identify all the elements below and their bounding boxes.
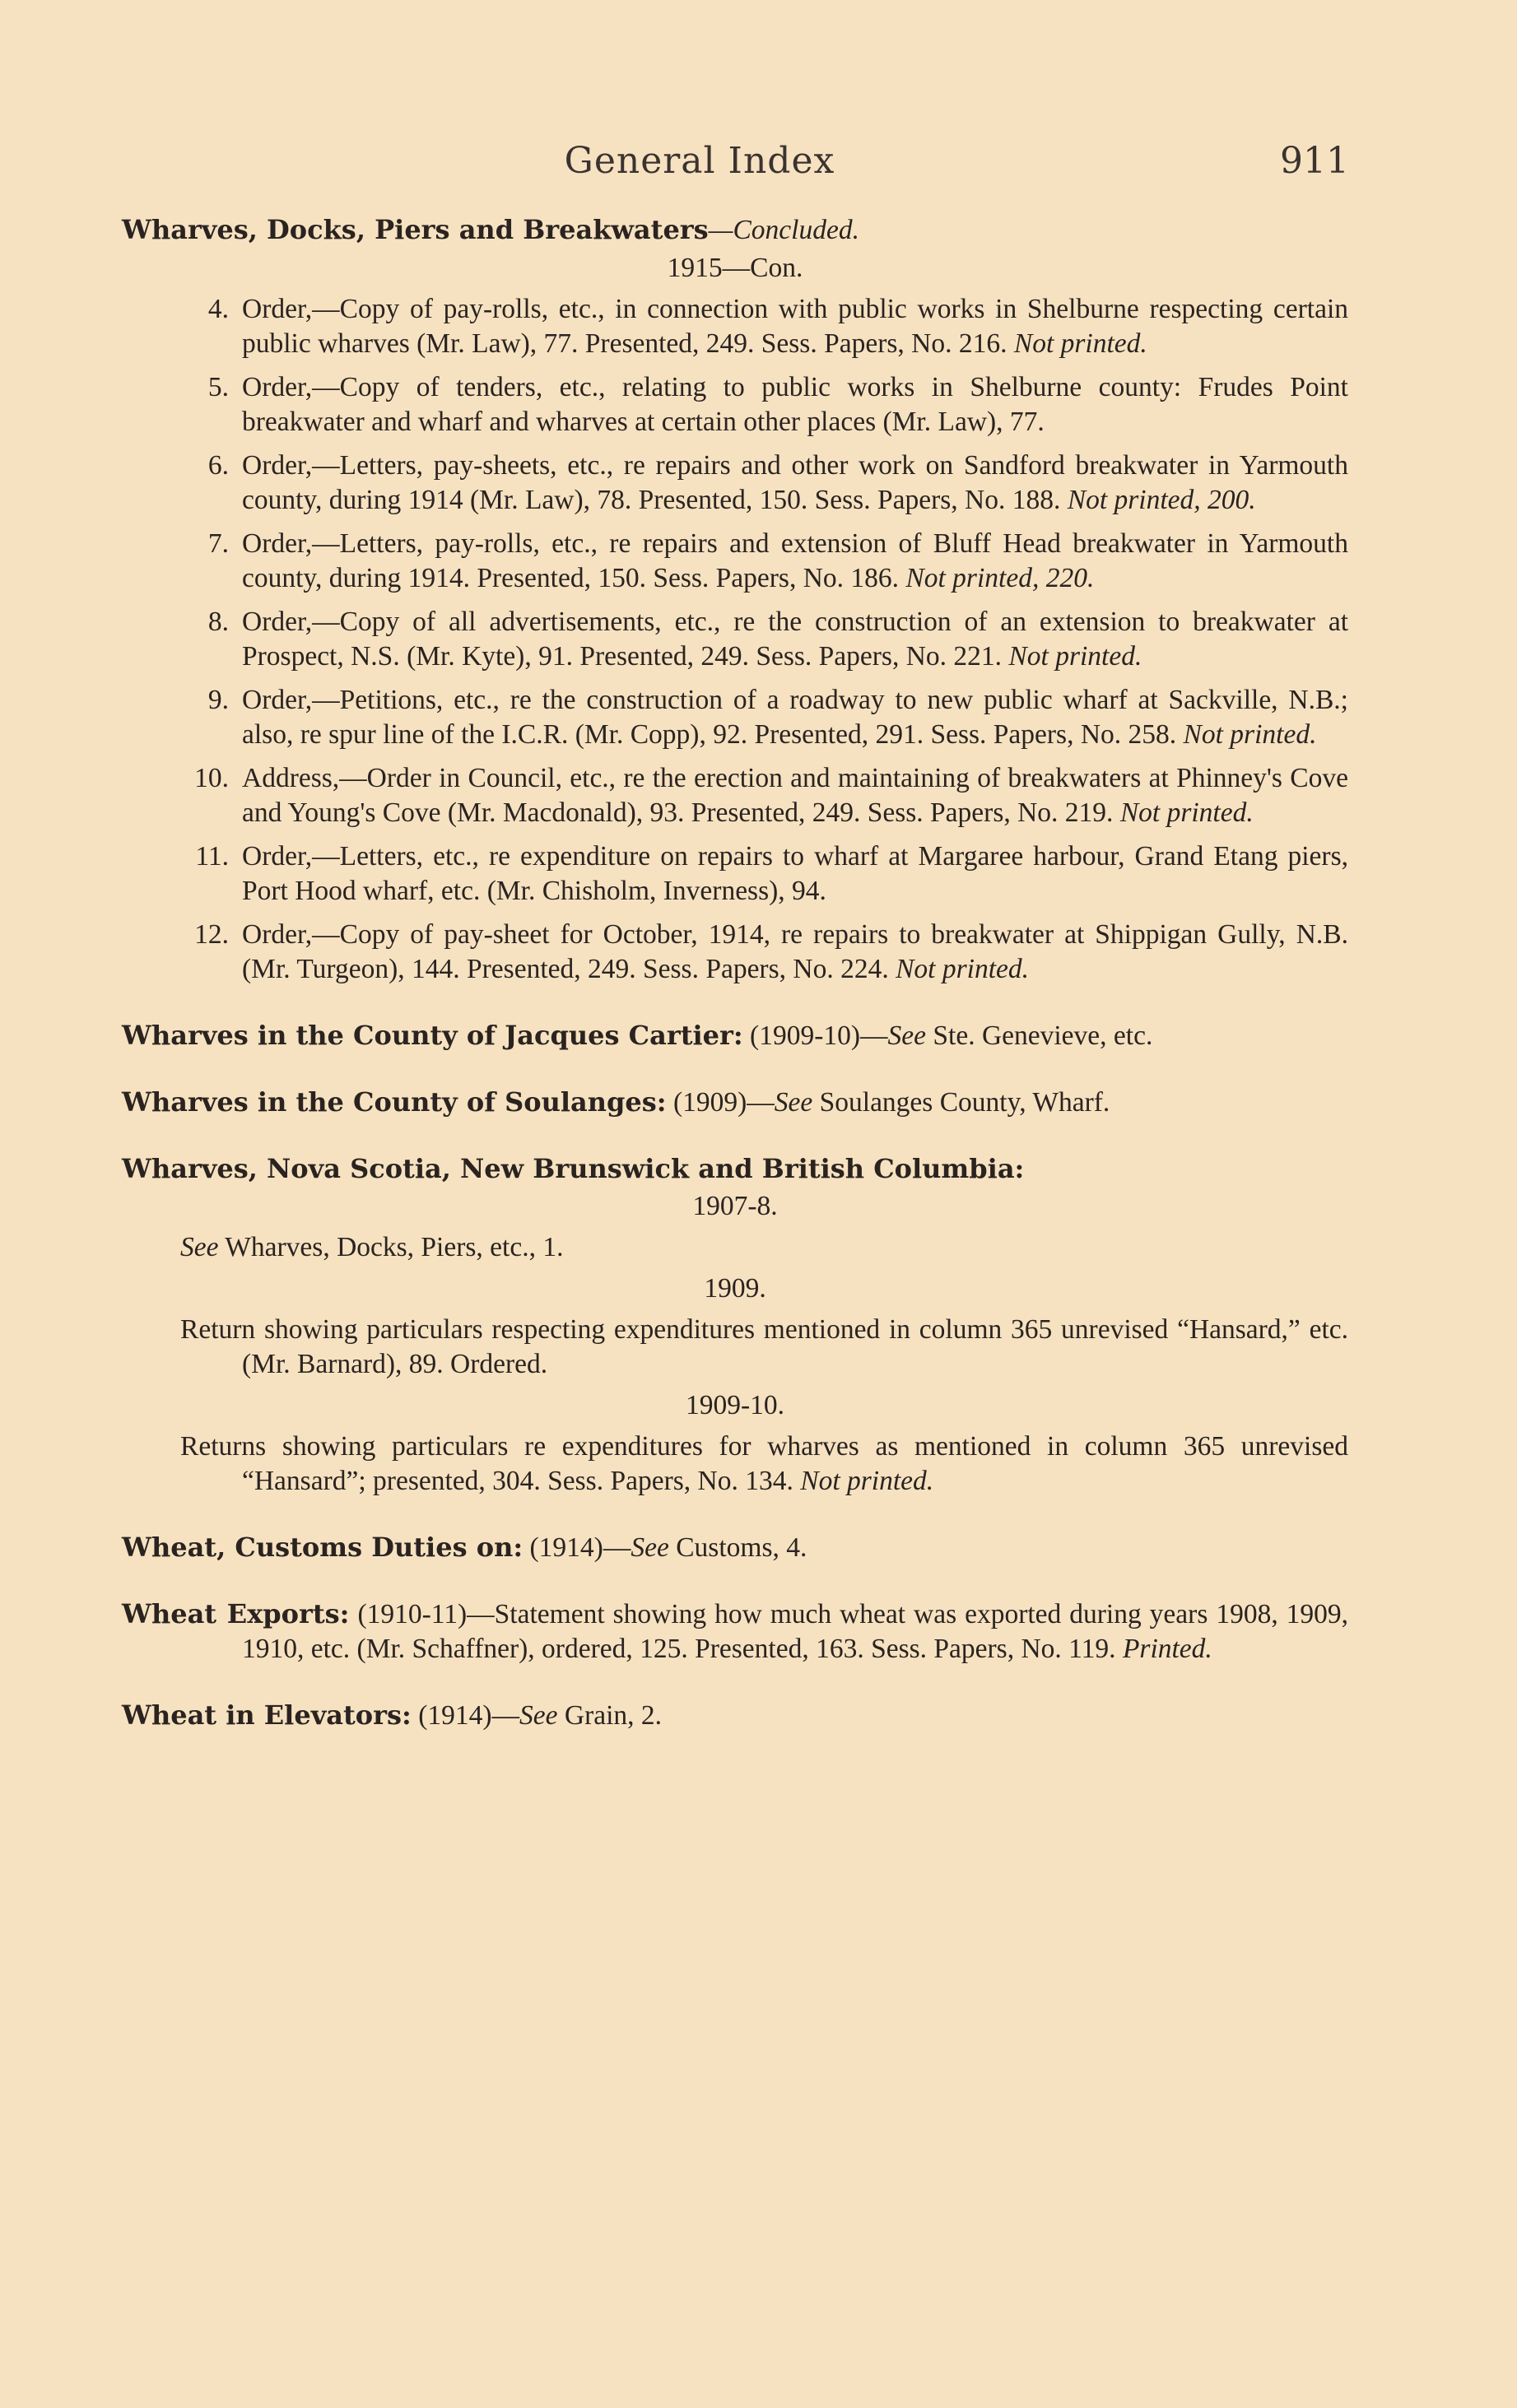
see-label: See [887, 1020, 927, 1051]
entry-year: (1914)— [418, 1700, 520, 1731]
list-item [122, 761, 1348, 830]
index-content [122, 212, 1348, 1733]
entry-heading [122, 212, 1348, 248]
list-item [122, 527, 1348, 596]
return-text: Returns showing particulars re expenditures for wharves as mentioned in column 365 unrevised “Hansard”; presented, 304. Sess. Papers, No. 134. [180, 1431, 1348, 1496]
item-text: Order,—Petitions, etc., re the construction of a roadway to new public wharf at Sackville, N.B.; also, re spur line of the I.C.R. (Mr. Copp), 92. Presented, 291. Sess. Papers, No. 258. [242, 685, 1348, 750]
entry-heading: Wheat in Elevators: [122, 1699, 412, 1731]
print-note: Not printed. [1008, 641, 1142, 672]
item-number: 7. [207, 528, 229, 559]
return-entry: Return showing particulars respecting expenditures mentioned in column 365 unrevised “Hansard,” etc. (Mr. Barnard), 89. Ordered. [180, 1314, 1348, 1379]
item-text: Order,—Letters, pay-rolls, etc., re repairs and extension of Bluff Head breakwater in Yarmouth county, during 1914. Presented, 150. Sess. Papers, No. 186. [242, 528, 1348, 593]
item-number: 5. [207, 372, 229, 402]
print-note: Not printed. [896, 954, 1030, 984]
see-label: See [519, 1700, 558, 1731]
list-item [122, 918, 1348, 987]
item-text: Order,—Copy of pay-rolls, etc., in connection with public works in Shelburne respecting certain public wharves (Mr. Law), 77. Presented, 249. Sess. Papers, No. 216. [242, 294, 1348, 359]
print-note: Not printed. [1119, 797, 1254, 828]
entry-heading: Wharves, Nova Scotia, New Brunswick and British Columbia: [122, 1153, 1025, 1184]
entry-jacques-cartier [122, 1018, 1348, 1053]
see-label: See [774, 1087, 813, 1118]
list-item [122, 449, 1348, 518]
entry-wheat-customs [122, 1530, 1348, 1565]
entry-heading: Wheat, Customs Duties on: [122, 1532, 524, 1563]
item-text: Order,—Copy of pay-sheet for October, 1914, re repairs to breakwater at Shippigan Gully, N.B. (Mr. Turgeon), 144. Presented, 249. Sess. Papers, No. 224. [242, 919, 1348, 984]
item-text: Order,—Copy of tenders, etc., relating to public works in Shelburne county: Frudes Point breakwater and wharf and wharves at certain other places (Mr. Law), 77. [242, 372, 1348, 437]
see-label: See [631, 1532, 669, 1563]
item-number: 6. [207, 450, 229, 481]
entry-heading: Wheat Exports: [122, 1598, 350, 1629]
page-number: 911 [1280, 140, 1349, 182]
cross-reference: Grain, 2. [564, 1700, 663, 1731]
list-item [122, 370, 1348, 439]
cross-reference: Customs, 4. [676, 1532, 807, 1563]
entry-nova-scotia [122, 1151, 1348, 1499]
return-entry [122, 1429, 1348, 1499]
entry-wharves-docks [122, 212, 1348, 987]
entry-year: (1909)— [672, 1087, 775, 1118]
item-number: 12. [194, 919, 229, 950]
print-note: Not printed. [1183, 719, 1317, 750]
entry-heading-text: Wharves, Docks, Piers and Breakwaters [122, 214, 709, 245]
entry-year: (1914)— [529, 1532, 631, 1563]
list-item [122, 839, 1348, 909]
print-note: Not printed. [800, 1466, 934, 1496]
year-heading: 1907-8. [692, 1191, 778, 1221]
year-heading: 1909-10. [685, 1390, 785, 1420]
item-number: 4. [207, 294, 229, 324]
entry-wheat-elevators [122, 1698, 1348, 1733]
item-text: Order,—Letters, pay-sheets, etc., re repairs and other work on Sandford breakwater in Yarmouth county, during 1914 (Mr. Law), 78. Presented, 150. Sess. Papers, No. 188. [242, 450, 1348, 515]
item-list [122, 292, 1348, 987]
list-item [122, 292, 1348, 361]
entry-soulanges [122, 1085, 1348, 1120]
item-text: Order,—Letters, etc., re expenditure on repairs to wharf at Margaree harbour, Grand Etang piers, Port Hood wharf, etc. (Mr. Chisholm, Inverness), 94. [242, 841, 1348, 906]
list-item [122, 683, 1348, 752]
print-note: Not printed. [1013, 328, 1147, 359]
entry-heading: Wharves in the County of Jacques Cartier: [122, 1020, 743, 1051]
cross-reference: Ste. Genevieve, etc. [933, 1020, 1153, 1051]
item-number: 10. [194, 763, 229, 793]
year-heading: 1909. [704, 1273, 766, 1304]
print-note: Printed. [1122, 1634, 1212, 1664]
cross-reference: Wharves, Docks, Piers, etc., 1. [225, 1232, 564, 1262]
entry-heading-suffix: —Concluded. [708, 215, 859, 245]
entry-year: (1909-10)— [750, 1020, 888, 1051]
running-header-title: General Index [564, 140, 835, 182]
item-number: 8. [207, 607, 229, 637]
print-note: Not printed, 200. [1067, 485, 1256, 515]
cross-reference: Soulanges County, Wharf. [819, 1087, 1110, 1118]
item-text: Order,—Copy of all advertisements, etc., re the construction of an extension to breakwater at Prospect, N.S. (Mr. Kyte), 91. Presented, 249. Sess. Papers, No. 221. [242, 607, 1348, 672]
year-heading: 1915—Con. [667, 253, 803, 283]
entry-text: (1910-11)—Statement showing how much wheat was exported during years 1908, 1909, 1910, etc. (Mr. Schaffner), ordered, 125. Presented, 163. Sess. Papers, No. 119. [242, 1599, 1349, 1664]
entry-heading: Wharves in the County of Soulanges: [122, 1086, 667, 1118]
print-note: Not printed, 220. [905, 563, 1095, 593]
list-item [122, 605, 1348, 674]
item-number: 11. [195, 841, 229, 872]
item-text: Address,—Order in Council, etc., re the erection and maintaining of breakwaters at Phinney's Cove and Young's Cove (Mr. Macdonald), 93. Presented, 249. Sess. Papers, No. 219. [242, 763, 1348, 828]
see-reference [122, 1230, 1348, 1265]
see-label: See [180, 1232, 219, 1262]
item-number: 9. [207, 685, 229, 715]
entry-wheat-exports [122, 1597, 1348, 1667]
